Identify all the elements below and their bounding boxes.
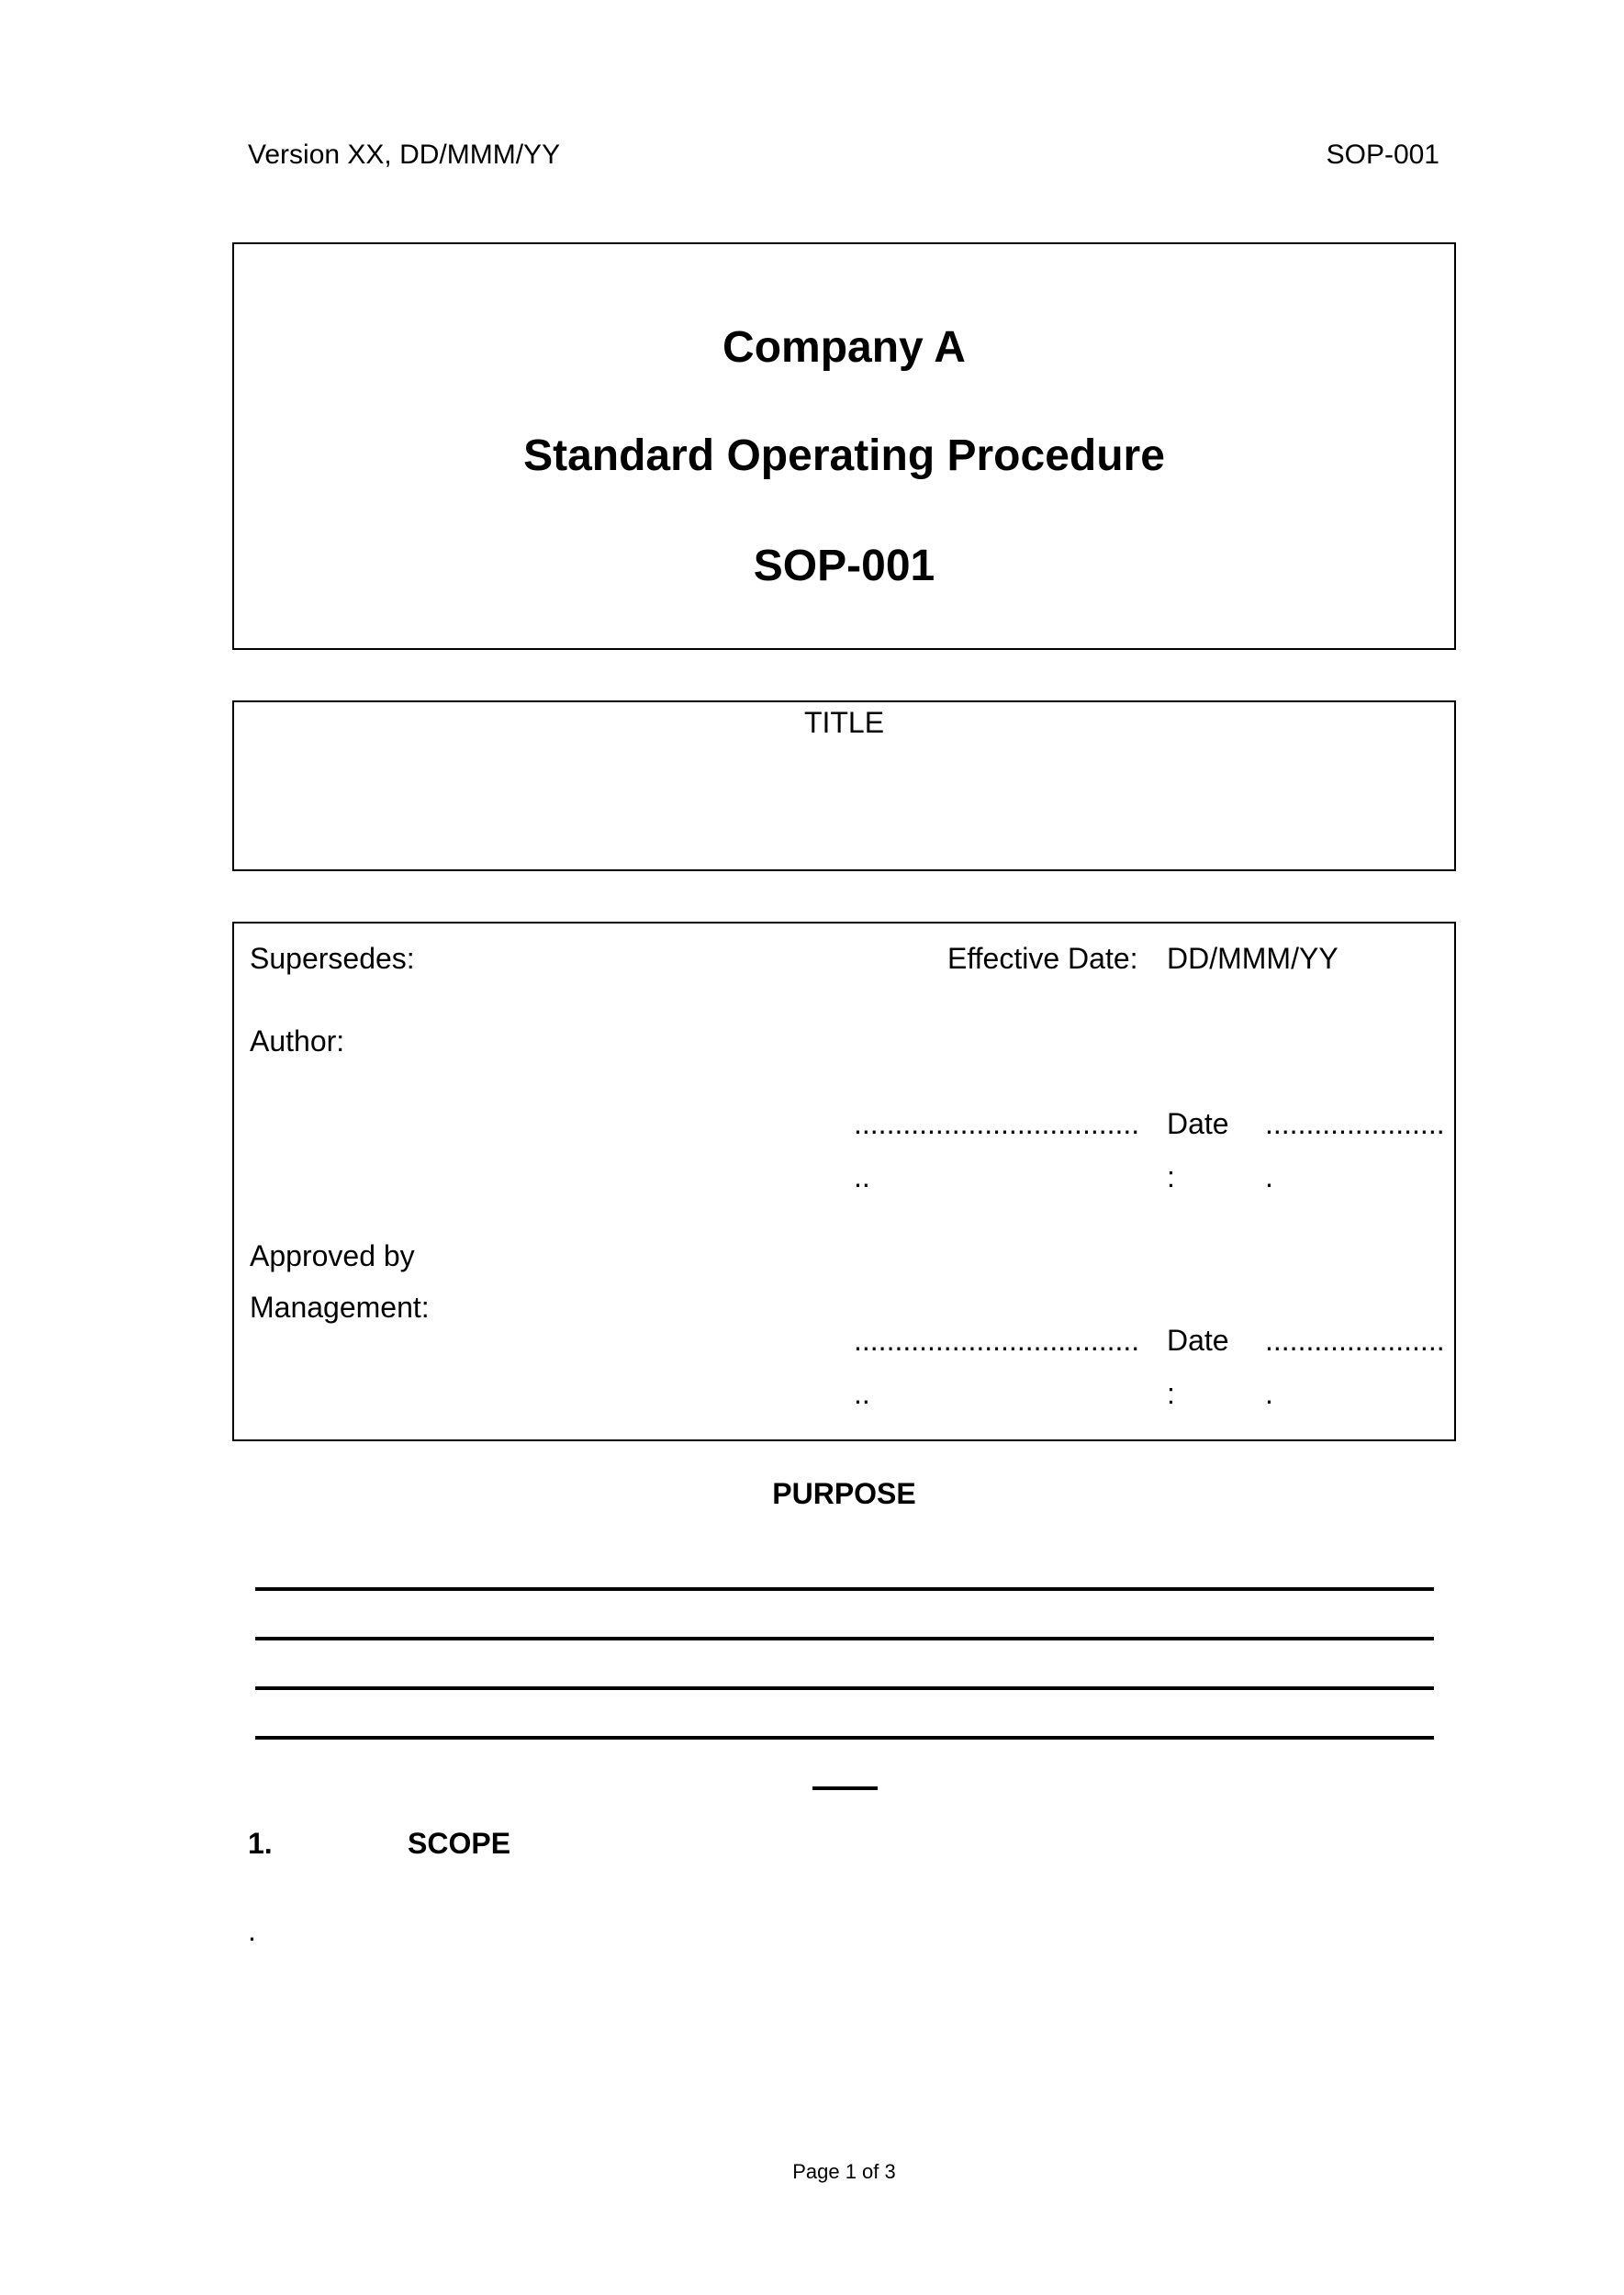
- author-signature-line: ...................................: [854, 1107, 1140, 1140]
- author-date-line: ......................: [1265, 1107, 1445, 1140]
- approved-date-line-cont: .: [1265, 1377, 1273, 1410]
- header-doc-id: SOP-001: [1326, 140, 1439, 170]
- title-box: [232, 700, 1456, 871]
- effective-date-value: DD/MMM/YY: [1167, 942, 1338, 975]
- document-type: Standard Operating Procedure: [523, 431, 1165, 480]
- author-date-label: Date: [1167, 1107, 1229, 1140]
- approved-date-label: Date: [1167, 1324, 1229, 1357]
- approved-date-line: ......................: [1265, 1324, 1445, 1357]
- author-date-colon: :: [1167, 1160, 1175, 1193]
- purpose-line-3: [255, 1686, 1434, 1690]
- approved-signature-line: ...................................: [854, 1324, 1140, 1357]
- approved-label-line1: Approved by: [250, 1239, 415, 1272]
- approved-date-colon: :: [1167, 1377, 1175, 1410]
- company-name: Company A: [722, 323, 966, 372]
- header-version: Version XX, DD/MMM/YY: [248, 140, 561, 170]
- title-block: [232, 242, 1456, 650]
- purpose-heading: PURPOSE: [772, 1477, 916, 1510]
- author-signature-line-cont: ..: [854, 1160, 870, 1193]
- author-label: Author:: [250, 1024, 345, 1058]
- approved-label-line2: Management:: [250, 1291, 430, 1324]
- scope-number: 1.: [248, 1827, 273, 1860]
- scope-heading: SCOPE: [408, 1827, 511, 1860]
- scope-body: .: [248, 1914, 256, 1947]
- author-date-line-cont: .: [1265, 1160, 1273, 1193]
- approved-signature-line-cont: ..: [854, 1377, 870, 1410]
- purpose-short-line: [812, 1786, 878, 1790]
- page-number: Page 1 of 3: [792, 2160, 896, 2183]
- info-box: [232, 922, 1456, 1441]
- supersedes-label: Supersedes:: [250, 942, 415, 975]
- title-label: TITLE: [803, 706, 885, 739]
- sop-number: SOP-001: [753, 542, 935, 590]
- effective-date-label: Effective Date:: [947, 942, 1138, 975]
- purpose-line-1: [255, 1587, 1434, 1591]
- purpose-line-4: [255, 1736, 1434, 1740]
- purpose-line-2: [255, 1637, 1434, 1640]
